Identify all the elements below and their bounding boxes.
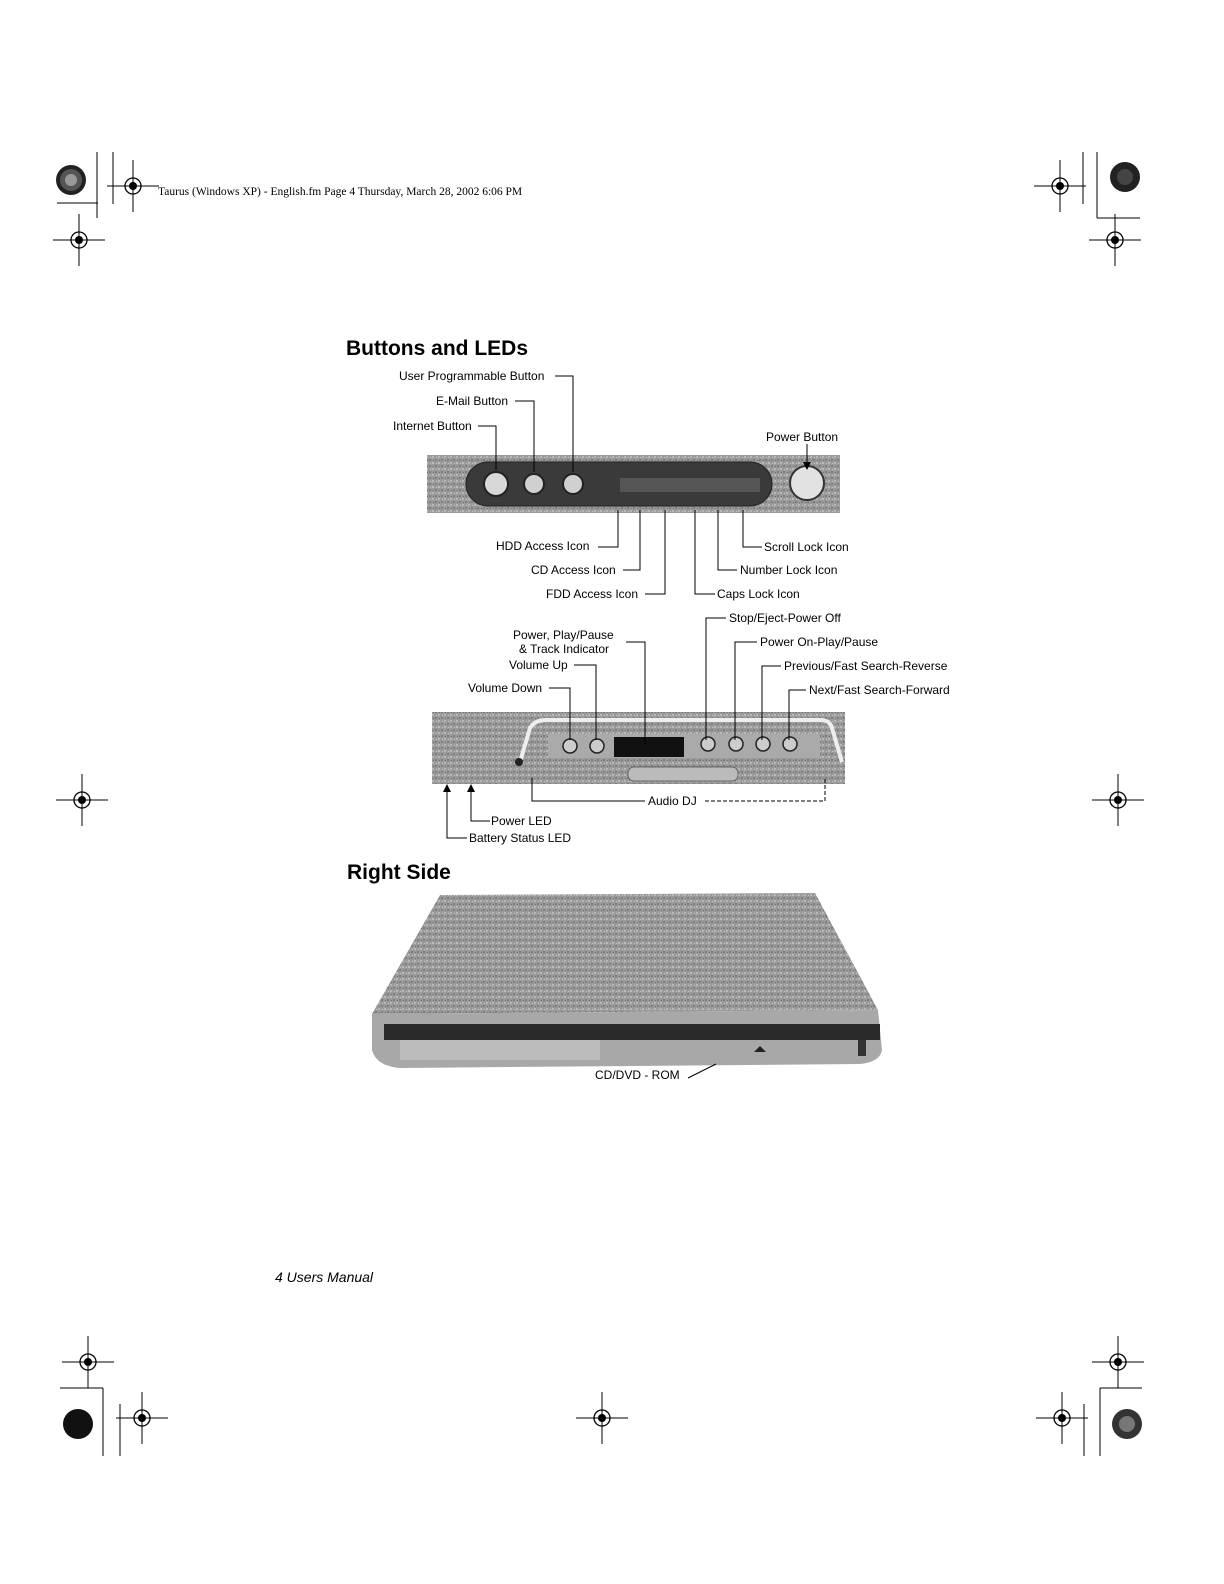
label-caps-lock-icon: Caps Lock Icon — [717, 587, 800, 601]
right-side-photo — [372, 893, 882, 1068]
label-cd-dvd-rom: CD/DVD - ROM — [595, 1068, 680, 1082]
label-internet-button: Internet Button — [393, 419, 472, 433]
label-audio-dj: Audio DJ — [648, 794, 697, 808]
crop-mark-right-middle — [1092, 774, 1144, 826]
label-volume-down: Volume Down — [468, 681, 543, 695]
label-scroll-lock-icon: Scroll Lock Icon — [764, 540, 849, 554]
label-volume-up: Volume Up — [509, 658, 568, 672]
label-fdd-access-icon: FDD Access Icon — [546, 587, 639, 601]
crop-mark-bottom-right — [1036, 1336, 1144, 1456]
crop-mark-bottom-left — [60, 1336, 168, 1456]
label-hdd-access-icon: HDD Access Icon — [496, 539, 590, 553]
label-indicator-line2: & Track Indicator — [519, 642, 610, 656]
label-indicator-line1: Power, Play/Pause — [513, 628, 614, 642]
label-power-on-play: Power On-Play/Pause — [760, 635, 879, 649]
section-title-buttons-leds: Buttons and LEDs — [346, 337, 528, 360]
label-previous: Previous/Fast Search-Reverse — [784, 659, 948, 673]
crop-mark-top-right — [1034, 152, 1141, 266]
page-header: Taurus (Windows XP) - English.fm Page 4 Thursday, March 28, 2002 6:06 PM — [158, 186, 523, 198]
label-battery-status-led: Battery Status LED — [469, 831, 572, 845]
label-number-lock-icon: Number Lock Icon — [740, 563, 838, 577]
label-email-button: E-Mail Button — [436, 394, 509, 408]
audio-dj-photo — [432, 712, 845, 784]
crop-mark-left-middle — [56, 774, 108, 826]
crop-mark-bottom-middle — [576, 1392, 628, 1444]
label-next: Next/Fast Search-Forward — [809, 683, 950, 697]
label-power-button: Power Button — [766, 430, 839, 444]
label-user-programmable-button: User Programmable Button — [399, 369, 545, 383]
label-stop-eject: Stop/Eject-Power Off — [729, 611, 841, 625]
label-power-led: Power LED — [491, 814, 552, 828]
button-bar-photo — [427, 455, 840, 513]
section-title-right-side: Right Side — [347, 861, 451, 884]
label-cd-access-icon: CD Access Icon — [531, 563, 616, 577]
page-footer: 4 Users Manual — [275, 1269, 374, 1285]
crop-mark-top-left — [53, 152, 159, 266]
